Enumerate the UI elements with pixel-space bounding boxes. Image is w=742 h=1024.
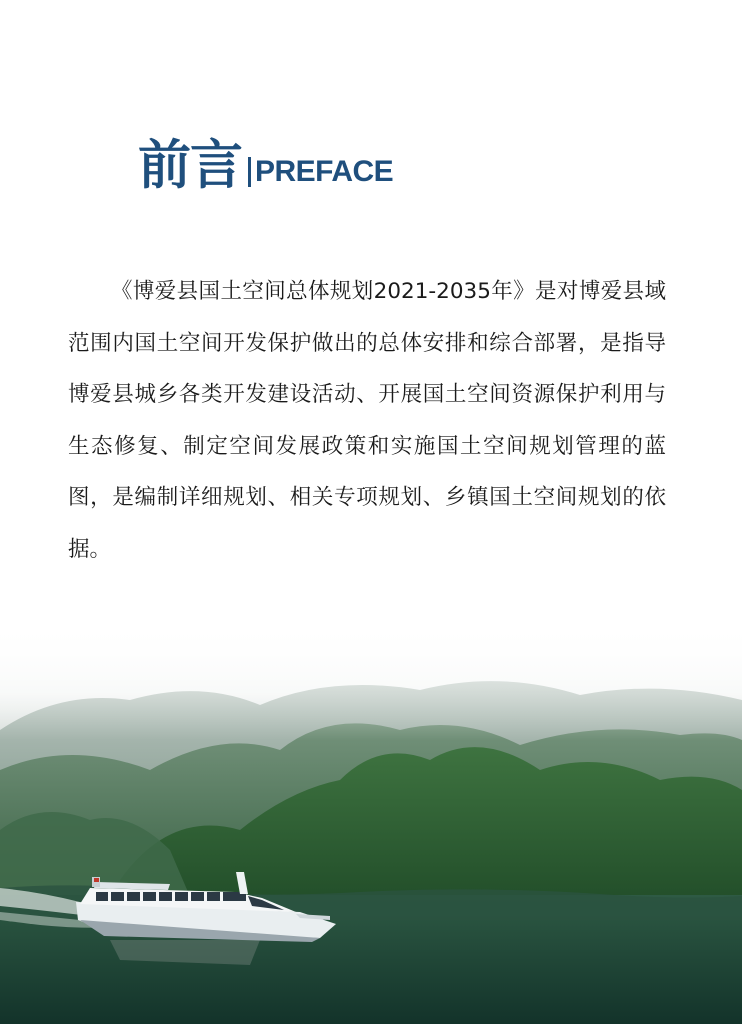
heading-chinese: 前言: [138, 134, 242, 196]
preface-paragraph: 《博爱县国土空间总体规划2021-2035年》是对博爱县域范围内国土空间开发保护做出的总体安排和综合部署，是指导博爱县城乡各类开发建设活动、开展国土空间资源保护利用与生态修复、制定空间发展政策和实施国土空间规划管理的蓝图，是编制详细规划、相关专项规划、乡镇国土空间规划的依据。: [68, 279, 666, 562]
page-heading: [138, 133, 393, 197]
heading-english: PREFACE: [255, 155, 394, 188]
river-boat-photo: [0, 620, 742, 1024]
heading-divider: [248, 157, 251, 187]
